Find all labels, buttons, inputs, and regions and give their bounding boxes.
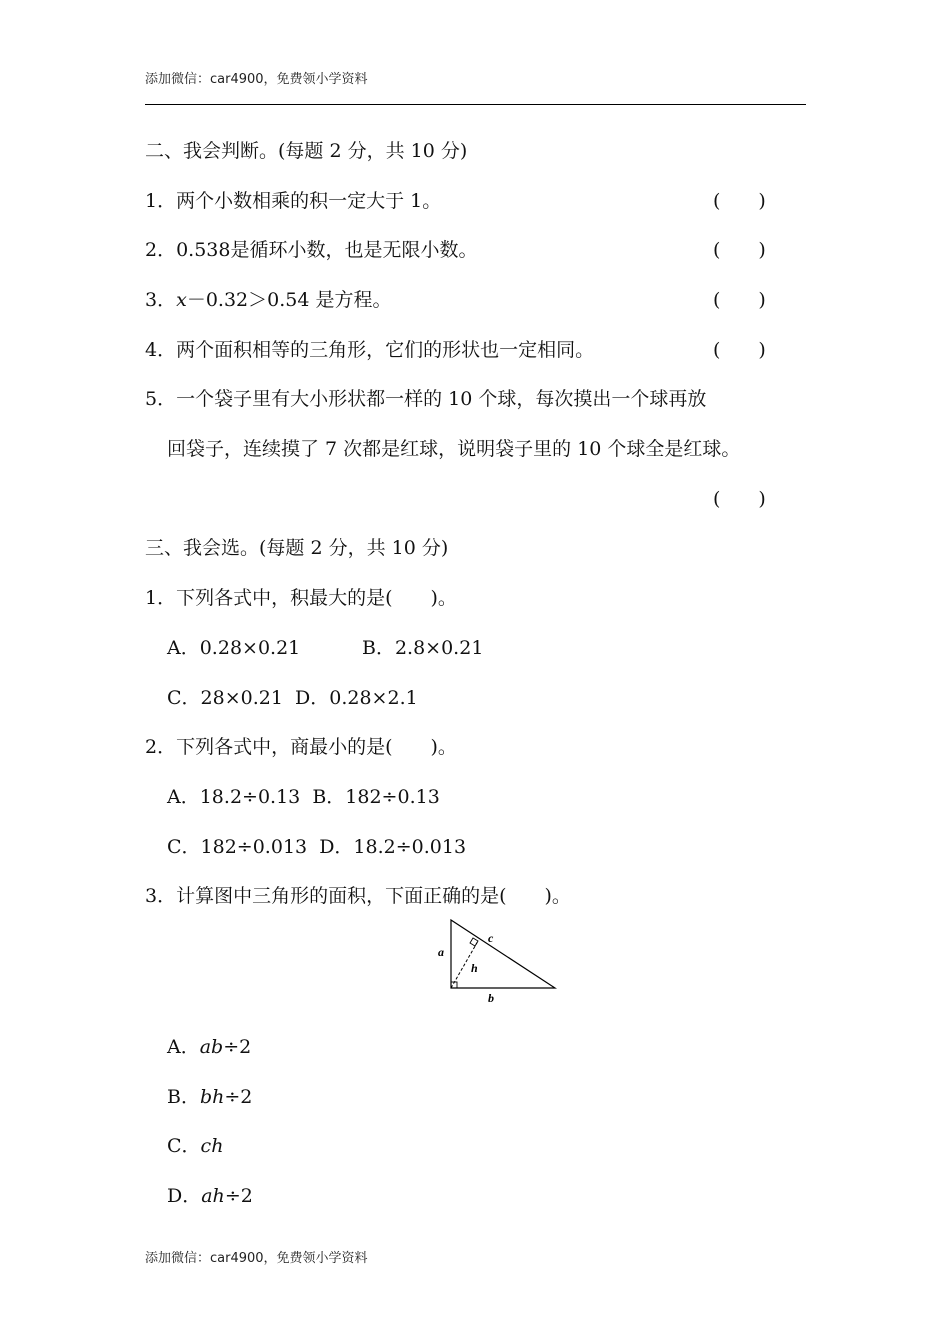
s3-q3-option-b[interactable] <box>167 1085 252 1109</box>
s2-q1-text: 1．两个小数相乘的积一定大于 1。 <box>145 190 442 212</box>
s3-q1-options-cd[interactable]: C．28×0.21 D．0.28×2.1 <box>167 687 418 709</box>
s3-q3-option-d[interactable] <box>167 1184 253 1208</box>
triangle-outline <box>451 920 555 988</box>
s3-q3-option-b-letter: B． <box>167 1086 200 1108</box>
label-c: c <box>488 931 494 945</box>
s3-q2-options-cd[interactable]: C．182÷0.013 D．18.2÷0.013 <box>167 836 467 858</box>
s2-q5-line2: 回袋子，连续摸了 7 次都是红球，说明袋子里的 10 个球全是红球。 <box>167 438 741 460</box>
s2-q1-answer-paren[interactable]: ( ) <box>713 190 766 212</box>
s3-q1-option-b[interactable]: B．2.8×0.21 <box>362 637 484 659</box>
s2-q5-line1: 5．一个袋子里有大小形状都一样的 10 个球，每次摸出一个球再放 <box>145 388 707 410</box>
s2-q3-answer-paren[interactable]: ( ) <box>713 289 766 311</box>
s3-q3-option-a[interactable] <box>167 1035 251 1059</box>
s3-q1-option-a[interactable]: A．0.28×0.21 <box>167 637 301 659</box>
s2-q3-rest: －0.32＞0.54 是方程。 <box>186 289 392 311</box>
label-b: b <box>488 991 494 1005</box>
s3-q3-option-c-letter: C． <box>167 1135 201 1157</box>
s2-q3-num: 3． <box>145 289 177 311</box>
s3-q3-option-a-tail: ÷2 <box>223 1036 252 1058</box>
s3-q2-options-ab[interactable]: A．18.2÷0.13 B．182÷0.13 <box>167 786 440 808</box>
header-watermark: 添加微信：car4900，免费领小学资料 <box>145 72 368 87</box>
s3-q3-option-a-expr: ab <box>199 1036 224 1058</box>
label-a: a <box>438 945 444 959</box>
right-triangle-figure <box>430 912 565 1007</box>
s3-q3-text: 3．计算图中三角形的面积，下面正确的是( )。 <box>145 885 571 907</box>
s3-q3-option-c[interactable] <box>167 1134 223 1158</box>
height-foot-mark <box>470 938 478 946</box>
s3-q3-option-a-letter: A． <box>167 1036 200 1058</box>
s3-q3-option-d-tail: ÷2 <box>224 1185 253 1207</box>
s2-q4-text: 4．两个面积相等的三角形，它们的形状也一定相同。 <box>145 339 595 361</box>
label-h: h <box>471 961 478 975</box>
s3-q3-option-c-expr: ch <box>200 1135 224 1157</box>
s3-q1-text: 1．下列各式中，积最大的是( )。 <box>145 587 457 609</box>
section3-title: 三、我会选。(每题 2 分，共 10 分) <box>145 537 449 559</box>
s3-q3-option-d-expr: ah <box>201 1185 225 1207</box>
header-rule <box>145 104 806 105</box>
s3-q3-option-b-expr: bh <box>199 1086 225 1108</box>
s2-q2-text: 2．0.538是循环小数，也是无限小数。 <box>145 239 478 261</box>
s3-q3-option-d-letter: D． <box>167 1185 202 1207</box>
s2-q4-answer-paren[interactable]: ( ) <box>713 339 766 361</box>
s2-q2-answer-paren[interactable]: ( ) <box>713 239 766 261</box>
s3-q3-option-b-tail: ÷2 <box>224 1086 253 1108</box>
s2-q3-text <box>145 288 391 312</box>
s2-q5-answer-paren[interactable]: ( ) <box>713 488 766 510</box>
footer-watermark: 添加微信：car4900，免费领小学资料 <box>145 1251 368 1266</box>
section2-title: 二、我会判断。(每题 2 分，共 10 分) <box>145 140 468 162</box>
s3-q2-text: 2．下列各式中，商最小的是( )。 <box>145 736 457 758</box>
s2-q3-var: x <box>176 289 187 311</box>
